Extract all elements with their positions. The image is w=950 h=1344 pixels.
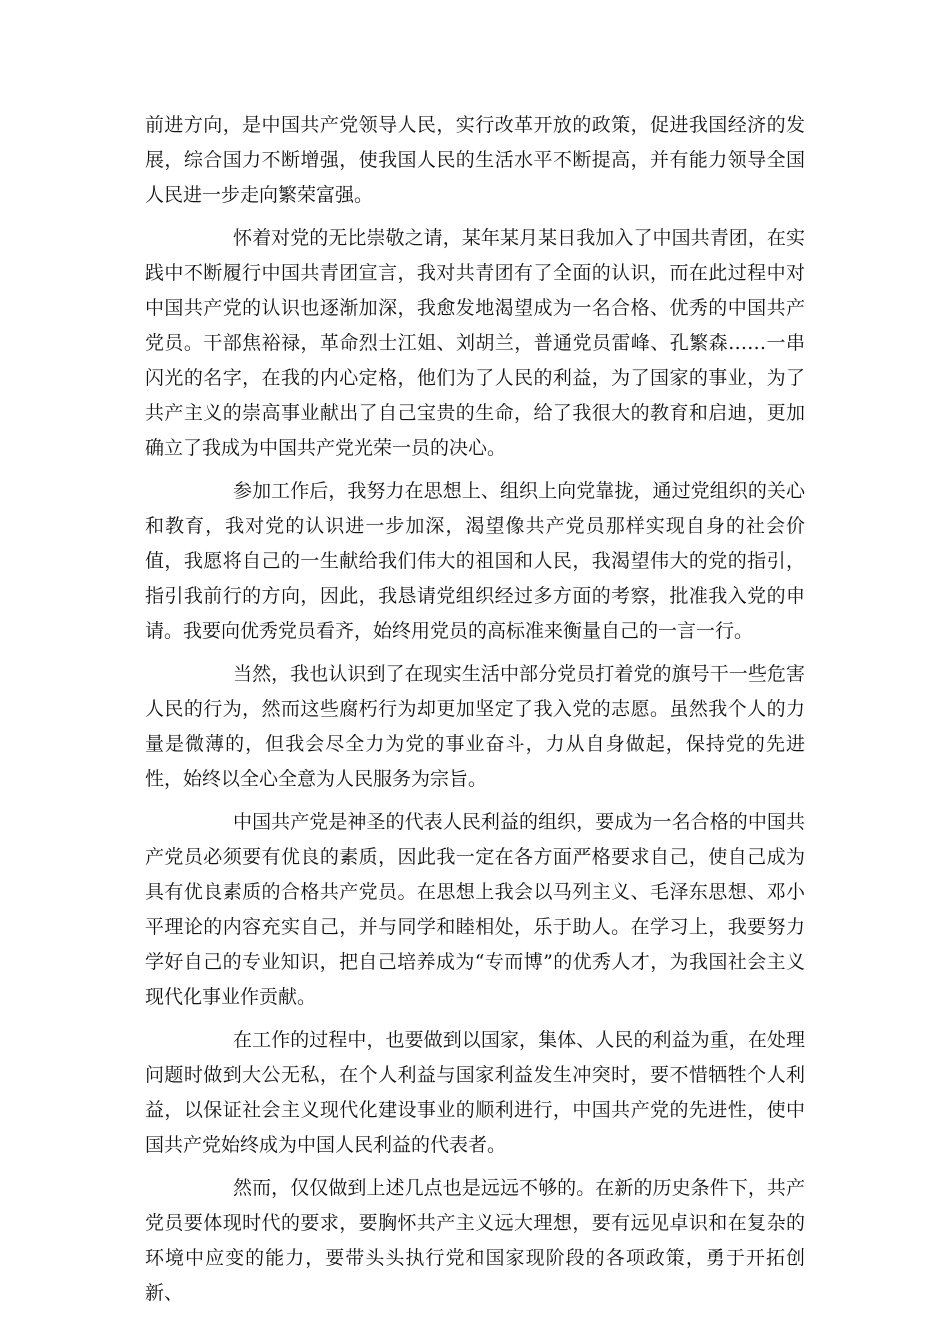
paragraph: 在工作的过程中，也要做到以国家，集体、人民的利益为重，在处理问题时做到大公无私，在个人利益与国家利益发生冲突时，要不惜牺牲个人利益，以保证社会主义现代化建设事业的顺利进行，中国共产党的先进性，使中国共产党始终成为中国人民利益的代表者。 (145, 1029, 805, 1156)
paragraph: 当然，我也认识到了在现实生活中部分党员打着党的旗号干一些危害人民的行为，然而这些腐朽行为却更加坚定了我入党的志愿。虽然我个人的力量是微薄的，但我会尽全力为党的事业奋斗，力从自身做起，保持党的先进性，始终以全心全意为人民服务为宗旨。 (145, 663, 805, 790)
paragraph: 参加工作后，我努力在思想上、组织上向党靠拢，通过党组织的关心和教育，我对党的认识进一步加深，渴望像共产党员那样实现自身的社会价值，我愿将自己的一生献给我们伟大的祖国和人民，我渴望伟大的党的指引，指引我前行的方向，因此，我恳请党组织经过多方面的考察，批准我入党的申请。我要向优秀党员看齐，始终用党员的高标准来衡量自己的一言一行。 (145, 480, 805, 642)
paragraph: 中国共产党是神圣的代表人民利益的组织，要成为一名合格的中国共产党员必须要有优良的素质，因此我一定在各方面严格要求自己，使自己成为具有优良素质的合格共产党员。在思想上我会以马列主义、毛泽东思想、邓小平理论的内容充实自己，并与同学和睦相处，乐于助人。在学习上，我要努力学好自己的专业知识，把自己培养成为“专而博”的优秀人才，为我国社会主义现代化事业作贡献。 (145, 811, 805, 1008)
document-body (145, 108, 805, 1319)
paragraph: 前进方向，是中国共产党领导人民，实行改革开放的政策，促进我国经济的发展，综合国力不断增强，使我国人民的生活水平不断提高，并有能力领导全国人民进一步走向繁荣富强。 (145, 114, 805, 206)
paragraph: 然而，仅仅做到上述几点也是远远不够的。在新的历史条件下，共产党员要体现时代的要求，要胸怀共产主义远大理想，要有远见卓识和在复杂的环境中应变的能力，要带头头执行党和国家现阶段的各项政策，勇于开拓创新、 (145, 1177, 805, 1304)
paragraph: 怀着对党的无比崇敬之请，某年某月某日我加入了中国共青团，在实践中不断履行中国共青团宣言，我对共青团有了全面的认识，而在此过程中对中国共产党的认识也逐渐加深，我愈发地渴望成为一名合格、优秀的中国共产党员。干部焦裕禄，革命烈士江姐、刘胡兰，普通党员雷峰、孔繁森……一串闪光的名字，在我的内心定格，他们为了人民的利益，为了国家的事业，为了共产主义的崇高事业献出了自己宝贵的生命，给了我很大的教育和启迪，更加确立了我成为中国共产党光荣一员的决心。 (145, 227, 805, 459)
